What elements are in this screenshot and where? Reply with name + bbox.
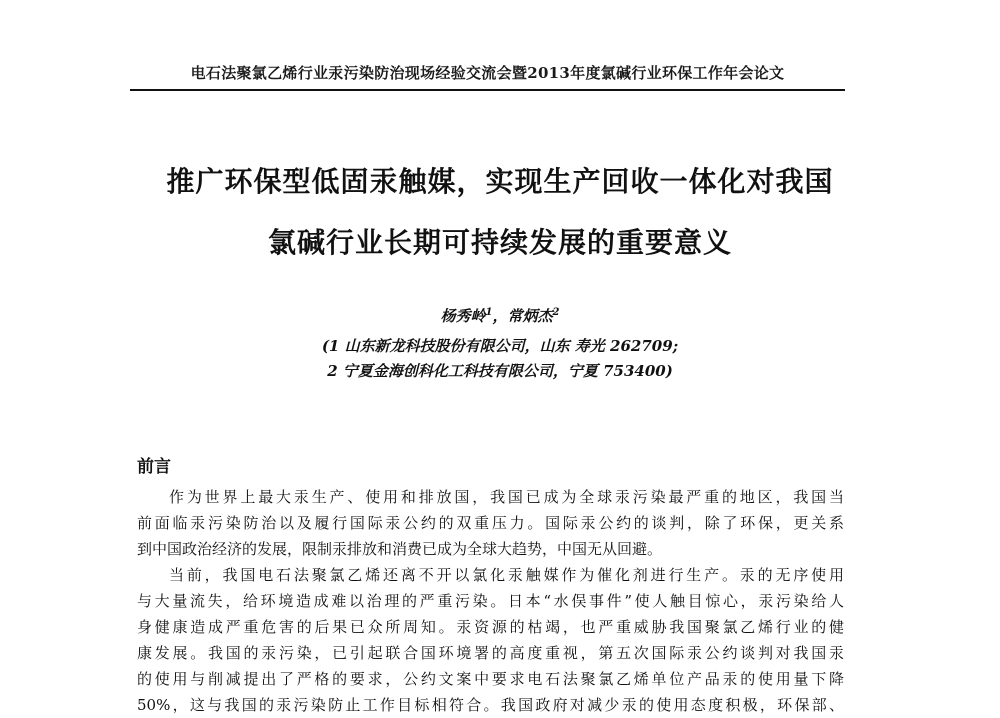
author-separator: ， [492,307,508,325]
body-line: 与大量流失，给环境造成难以治理的严重污染。日本“水俣事件”使人触目惊心，汞污染给人 [137,592,844,610]
paper-title-line-1: 推广环保型低固汞触媒，实现生产回收一体化对我国 [166,165,834,198]
author-1-affil-mark: 1 [485,307,493,318]
author-2-affil-mark: 2 [552,307,560,318]
author-1: 杨秀岭 [440,307,486,325]
affiliation-line-2: 2 宁夏金海创科化工科技有限公司，宁夏 753400) [327,362,673,380]
body-line: 50%，这与我国的汞污染防止工作目标相符合。我国政府对减少汞的使用态度积极，环保部、 [137,696,844,714]
body-line: 作为世界上最大汞生产、使用和排放国，我国已成为全球汞污染最严重的地区，我国当 [169,488,844,506]
affiliation-line-1: (1 山东新龙科技股份有限公司，山东 寿光 262709; [321,337,679,355]
authors [0,305,1000,326]
body-line: 身健康造成严重危害的后果已众所周知。汞资源的枯竭，也严重威胁我国聚氯乙烯行业的健 [137,618,844,636]
body-line: 的使用与削减提出了严格的要求，公约文案中要求电石法聚氯乙烯单位产品汞的使用量下降 [137,670,844,688]
running-header: 电石法聚氯乙烯行业汞污染防治现场经验交流会暨2013年度氯碱行业环保工作年会论文 [190,64,785,82]
body-line: 当前，我国电石法聚氯乙烯还离不开以氯化汞触媒作为催化剂进行生产。汞的无序使用 [169,566,844,584]
paper-title-line-2: 氯碱行业长期可持续发展的重要意义 [267,226,732,259]
author-2: 常炳杰 [507,307,553,325]
body-line: 前面临汞污染防治以及履行国际汞公约的双重压力。国际汞公约的谈判，除了环保，更关系 [137,514,844,532]
body-line: 到中国政治经济的发展，限制汞排放和消费已成为全球大趋势，中国无从回避。 [137,540,663,558]
body-line: 康发展。我国的汞污染，已引起联合国环境署的高度重视，第五次国际汞公约谈判对我国汞 [137,644,844,662]
section-heading: 前言 [137,457,171,477]
header-rule [130,89,845,91]
